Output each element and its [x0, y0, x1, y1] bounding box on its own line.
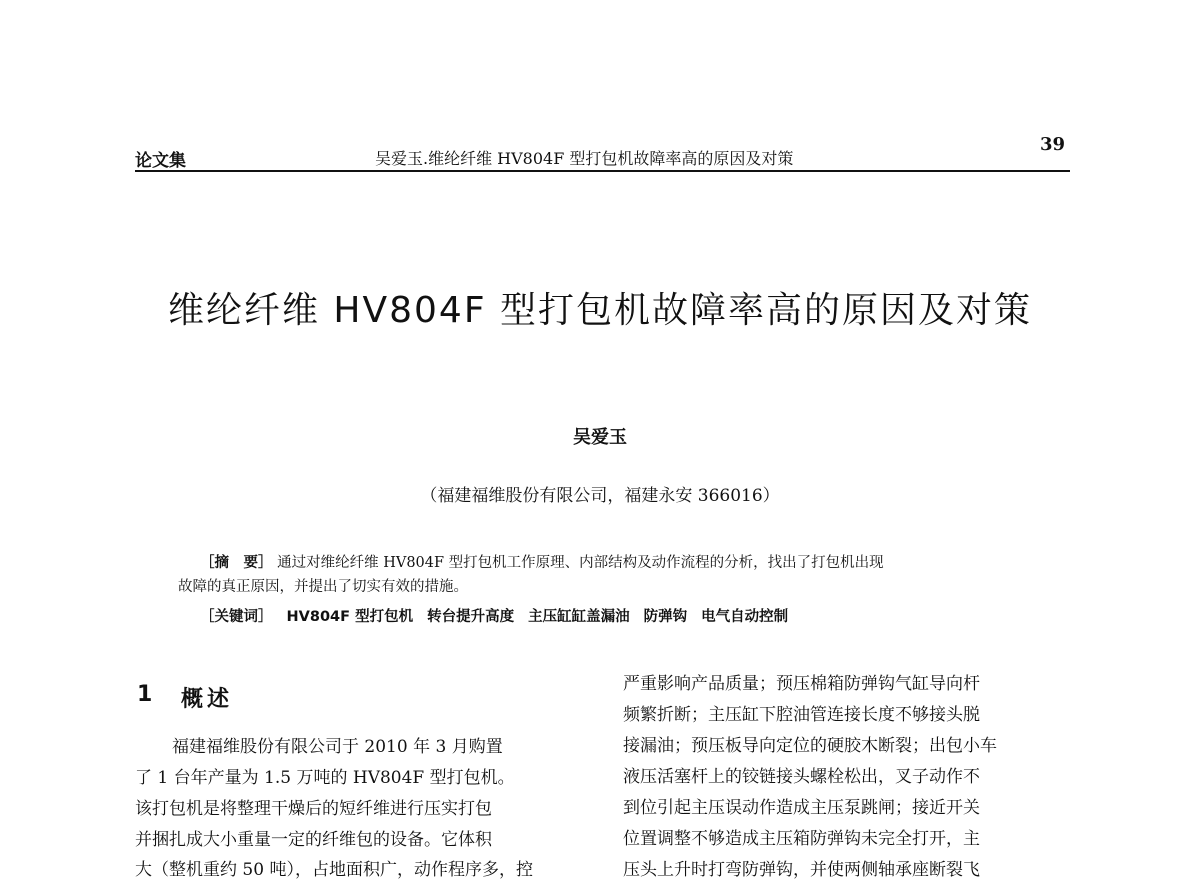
keywords-label: ［关键词］ [200, 609, 273, 625]
body-line: 频繁折断；主压缸下腔油管连接长度不够接头脱 [623, 705, 980, 725]
page-number: 39 [1040, 134, 1066, 155]
body-line: 位置调整不够造成主压箱防弹钩未完全打开，主 [623, 829, 980, 849]
body-line: 接漏油；预压板导向定位的硬胶木断裂；出包小车 [623, 736, 997, 756]
abstract-label: ［摘 要］ [200, 554, 273, 571]
body-line: 压头上升时打弯防弹钩，并使两侧轴承座断裂飞 [623, 860, 980, 880]
article-author: 吴爱玉 [573, 427, 627, 448]
author-affiliation: （福建福维股份有限公司，福建永安 366016） [420, 486, 780, 506]
keyword-item: HV804F 型打包机 [286, 609, 414, 625]
section-title: 概述 [181, 687, 234, 712]
body-line: 该打包机是将整理干燥后的短纤维进行压实打包 [135, 799, 492, 819]
section-number: 1 [137, 682, 153, 707]
keyword-item: 电气自动控制 [701, 609, 789, 625]
body-line: 了 1 台年产量为 1.5 万吨的 HV804F 型打包机。 [135, 768, 515, 788]
keyword-item: 转台提升高度 [427, 609, 515, 625]
abstract-line-1 [200, 551, 884, 572]
running-header-section: 论文集 [135, 151, 186, 171]
keywords-line [200, 605, 788, 626]
body-line: 福建福维股份有限公司于 2010 年 3 月购置 [172, 737, 503, 757]
keyword-item: 主压缸缸盖漏油 [528, 609, 630, 625]
body-line: 到位引起主压误动作造成主压泵跳闸；接近开关 [623, 798, 980, 818]
abstract-text-1: 通过对维纶纤维 HV804F 型打包机工作原理、内部结构及动作流程的分析，找出了打包机出现 [277, 555, 884, 571]
article-title: 维纶纤维 HV804F 型打包机故障率高的原因及对策 [167, 290, 1032, 331]
abstract-line-2: 故障的真正原因，并提出了切实有效的措施。 [178, 579, 468, 595]
running-header-title: 吴爱玉.维纶纤维 HV804F 型打包机故障率高的原因及对策 [375, 149, 794, 168]
body-line: 液压活塞杆上的铰链接头螺栓松出，叉子动作不 [623, 767, 980, 787]
body-line: 严重影响产品质量；预压棉箱防弹钩气缸导向杆 [623, 674, 980, 694]
header-rule [135, 170, 1070, 172]
keyword-item: 防弹钩 [643, 609, 688, 625]
body-line: 大（整机重约 50 吨），占地面积广，动作程序多，控 [135, 860, 533, 880]
body-line: 并捆扎成大小重量一定的纤维包的设备。它体积 [135, 830, 492, 850]
